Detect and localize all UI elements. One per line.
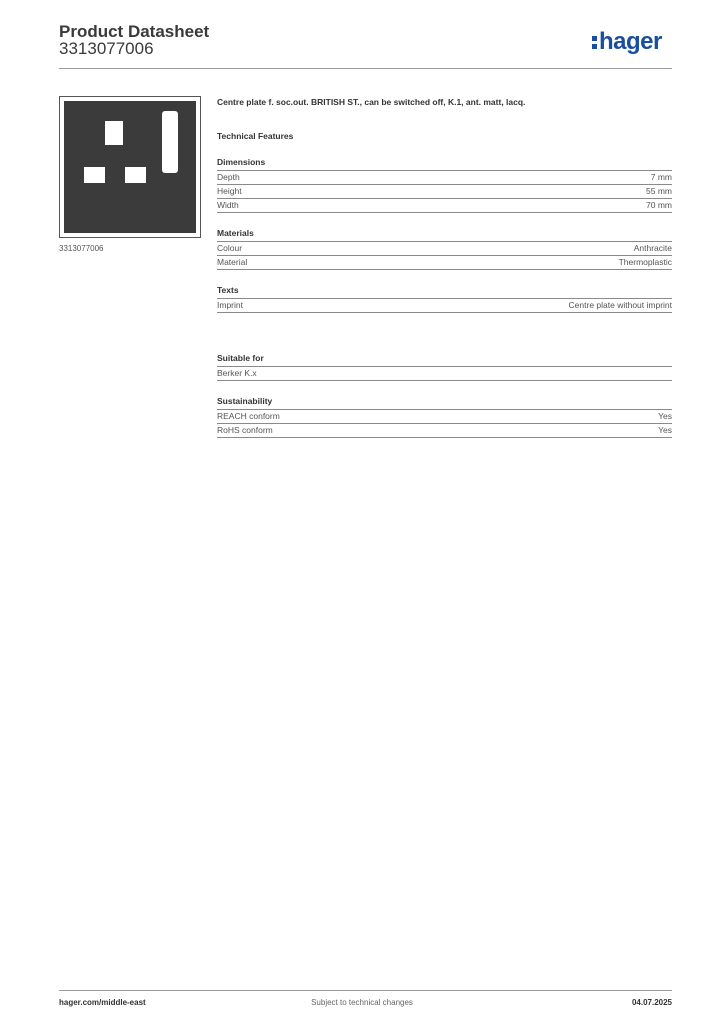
row-label: Height (217, 186, 242, 196)
row-label: Imprint (217, 300, 243, 310)
header-divider (59, 68, 672, 69)
materials-section (217, 228, 672, 270)
dimensions-section (217, 157, 672, 213)
table-row (217, 299, 672, 313)
product-description: Centre plate f. soc.out. BRITISH ST., can be switched off, K.1, ant. matt, lacq. (217, 97, 526, 107)
socket-plate-image (64, 101, 196, 233)
row-label: REACH conform (217, 411, 280, 421)
row-label: Width (217, 200, 239, 210)
datasheet-content (217, 96, 672, 438)
row-label: Berker K.x (217, 368, 257, 378)
table-row (217, 185, 672, 199)
image-caption: 3313077006 (59, 244, 104, 253)
table-row (217, 367, 672, 381)
footer-date: 04.07.2025 (631, 998, 672, 1007)
materials-title: Materials (217, 228, 672, 242)
row-value: 55 mm (646, 186, 672, 196)
texts-section (217, 285, 672, 313)
footer-notice: Subject to technical changes (311, 998, 413, 1007)
table-row (217, 199, 672, 213)
row-label: RoHS conform (217, 425, 273, 435)
logo-dots-icon (592, 32, 598, 50)
sustainability-section (217, 396, 672, 438)
product-number: 3313077006 (59, 39, 154, 58)
suitable-for-title: Suitable for (217, 353, 672, 367)
row-value: 70 mm (646, 200, 672, 210)
live-pin-slot (125, 167, 146, 183)
table-row (217, 256, 672, 270)
product-image-frame (59, 96, 201, 238)
table-row (217, 424, 672, 438)
hager-logo (592, 28, 674, 56)
logo-text: hager (599, 28, 662, 55)
page-title: Product Datasheet (59, 22, 210, 41)
switch-opening (162, 111, 178, 173)
texts-title: Texts (217, 285, 672, 299)
row-value: Anthracite (633, 243, 672, 253)
table-row (217, 242, 672, 256)
suitable-for-section (217, 353, 672, 381)
row-value: 7 mm (650, 172, 672, 182)
row-label: Material (217, 257, 248, 267)
row-value: Yes (658, 425, 672, 435)
dimensions-title: Dimensions (217, 157, 672, 171)
earth-pin-slot (105, 121, 123, 145)
row-value: Centre plate without imprint (568, 300, 672, 310)
sustainability-title: Sustainability (217, 396, 672, 410)
row-value: Yes (658, 411, 672, 421)
technical-features-heading: Technical Features (217, 131, 294, 141)
row-label: Colour (217, 243, 243, 253)
row-label: Depth (217, 172, 240, 182)
table-row (217, 410, 672, 424)
footer-divider (59, 990, 672, 991)
footer-website-link[interactable]: hager.com/middle-east (59, 998, 146, 1007)
neutral-pin-slot (84, 167, 105, 183)
row-value: Thermoplastic (618, 257, 672, 267)
table-row (217, 171, 672, 185)
